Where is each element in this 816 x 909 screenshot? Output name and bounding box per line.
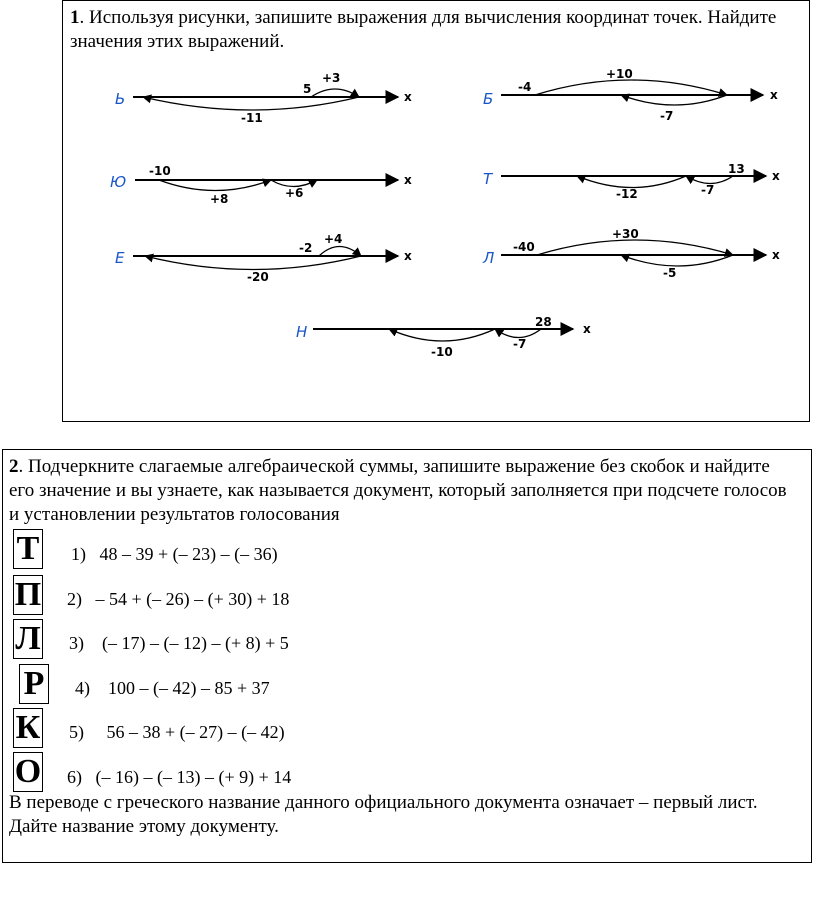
diagram-soft-sign [115,71,412,125]
axis-label: x [404,90,412,104]
expression-2: 2) – 54 + (– 26) – (+ 30) + 18 [67,589,290,609]
diagram-t [483,162,780,201]
axis-label: x [404,249,412,263]
diagram-b [483,67,778,123]
bottom-label: -12 [616,187,638,201]
bottom-label: -7 [660,109,674,123]
start-label: -40 [513,240,535,254]
point-label-l: Л [483,249,495,267]
bottom-label-b: -7 [701,183,715,197]
diagram-yu [110,164,412,206]
axis-label: x [772,169,780,183]
task2-text: . Подчеркните слагаемые алгебраической суммы, запишите выражение без скобок и найдите его значение и вы узнаете, как называется документ, который заполняется при подсчете голосов и установлении результатов голосования [9,456,787,525]
number-line-diagrams [63,1,811,423]
diagram-l [482,227,780,280]
task2-box [2,449,812,863]
top-label: +30 [612,227,639,241]
start-label: -4 [518,80,532,94]
arc-bottom-b [577,176,686,188]
arc-bottom-b [389,329,495,341]
top-label: +4 [324,232,343,246]
expression-1: 1) 48 – 39 + (– 23) – (– 36) [71,544,278,564]
axis-label: x [772,248,780,262]
arc-bottom [143,97,359,110]
axis-label: x [770,88,778,102]
diagram-e [115,232,412,284]
point-label-soft-sign: Ь [115,90,126,108]
arc-bottom [621,95,727,105]
letter-box: Р [19,664,49,704]
task1-text: . Используя рисунки, запишите выражения для вычисления координат точек. Найдите значения этих выражений. [70,7,777,52]
point-label-t: Т [483,170,493,188]
point-label-n: Н [296,323,308,341]
task2-number: 2 [9,456,19,477]
expression-4: 4) 100 – (– 42) – 85 + 37 [75,678,270,698]
arc-top [535,80,727,95]
expression-3: 3) (– 17) – (– 12) – (+ 8) + 5 [69,633,289,653]
letter-box: Т [13,529,43,569]
top-label-a: 5 [303,82,312,96]
bottom-label: -20 [247,270,269,284]
arc-bottom-a [159,180,271,191]
task2-heading [9,455,799,527]
start-label: -2 [299,241,313,255]
diagram-n [296,315,591,359]
letter-box: О [14,753,42,790]
start-label: -10 [149,164,171,178]
axis-label: x [404,173,412,187]
task2-footer: В переводе с греческого название данного официального документа означает – первый лист. Дайте название этому документу. [9,792,758,837]
arc-top [319,247,361,257]
bottom-label: -11 [241,111,263,125]
point-label-b: Б [483,90,494,108]
bottom-label-b: +6 [285,186,304,200]
axis-label: x [583,322,591,336]
end-label: 13 [728,162,745,176]
top-label-b: +3 [322,71,341,85]
arc-bottom [145,256,361,270]
arc-bottom [621,255,733,266]
task1-number: 1 [70,7,80,28]
letter-box: К [13,708,43,748]
letter-box: Л [13,619,43,659]
point-label-yu: Ю [110,173,127,191]
task1-box [62,0,810,422]
arc-top [311,89,359,97]
arc-top [537,240,733,255]
top-label: +10 [606,67,633,81]
bottom-label: +8 [210,192,229,206]
letter-box: П [14,576,42,613]
bottom-label-b: -7 [513,337,527,351]
expression-5: 5) 56 – 38 + (– 27) – (– 42) [69,722,285,742]
point-label-e: Е [115,249,125,267]
end-label: 28 [535,315,552,329]
expression-6: 6) (– 16) – (– 13) – (+ 9) + 14 [67,767,292,787]
bottom-label: -5 [663,266,677,280]
bottom-label: -10 [431,345,453,359]
